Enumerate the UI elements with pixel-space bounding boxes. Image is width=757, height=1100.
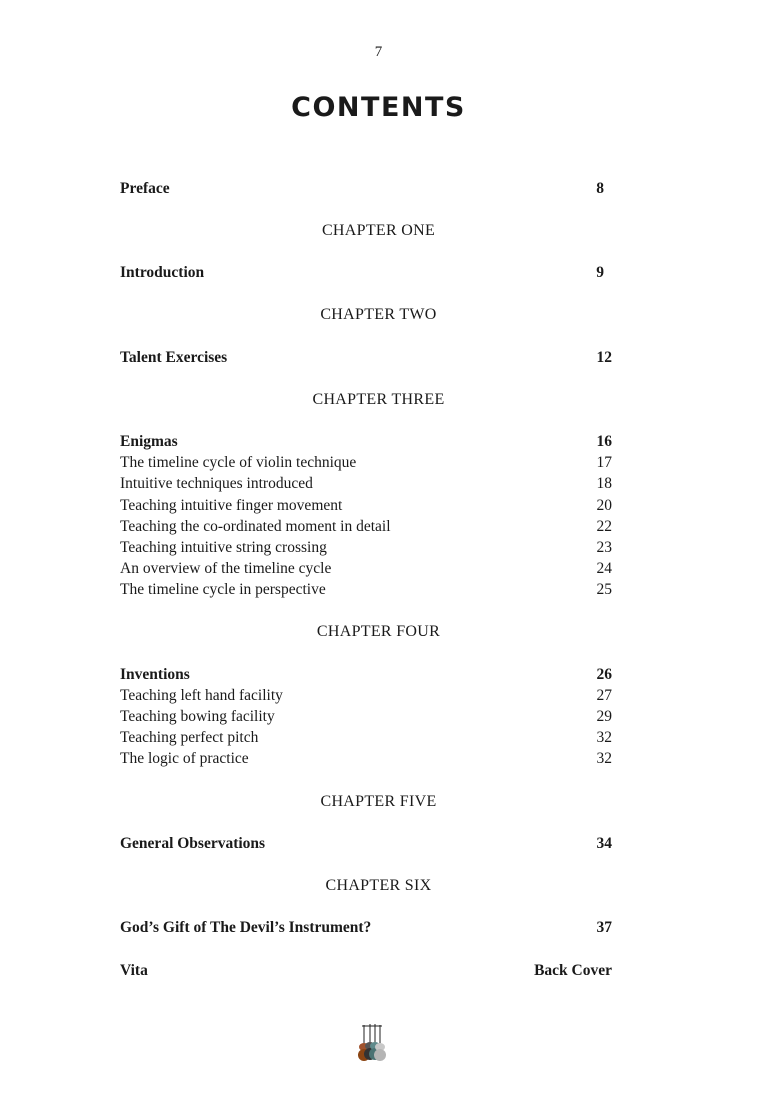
toc-subentry[interactable]	[120, 727, 612, 748]
page-title: CONTENTS	[291, 92, 466, 123]
toc-subentry[interactable]	[120, 452, 612, 473]
toc-entry-label: Vita	[120, 962, 148, 979]
toc-entry-label: Teaching bowing facility	[120, 708, 275, 725]
toc-entry-label: Teaching intuitive finger movement	[120, 497, 343, 514]
toc-entry-page: 32	[596, 729, 612, 746]
toc-entry-page: 17	[596, 454, 612, 471]
toc-entry-page: 9	[596, 264, 604, 281]
toc-entry-page: 22	[596, 518, 612, 535]
toc-entry-label: The logic of practice	[120, 750, 249, 767]
toc-subentry[interactable]	[120, 706, 612, 727]
toc-entry-label: The timeline cycle in perspective	[120, 581, 326, 598]
toc-entry-page: 27	[596, 687, 612, 704]
toc-entry-enigmas[interactable]	[120, 431, 612, 452]
toc-entry-introduction[interactable]	[120, 262, 612, 283]
toc-subentry[interactable]	[120, 685, 612, 706]
toc-entry-page: 16	[596, 433, 612, 450]
toc-subentry[interactable]	[120, 748, 612, 769]
toc-subentry[interactable]	[120, 495, 612, 516]
toc-entry-label: Teaching left hand facility	[120, 687, 283, 704]
toc-entry-label: Intuitive techniques introduced	[120, 475, 313, 492]
toc-entry-page: 24	[596, 560, 612, 577]
toc-entry-talent-exercises[interactable]	[120, 347, 612, 368]
toc-subentry[interactable]	[120, 516, 612, 537]
chapter-heading-two: CHAPTER TWO	[320, 306, 437, 323]
toc-entry-label: Talent Exercises	[120, 349, 228, 366]
toc-entry-label: Teaching intuitive string crossing	[120, 539, 327, 556]
toc-entry-label: Introduction	[120, 264, 205, 281]
toc-entry-page: 26	[596, 666, 612, 683]
toc-entry-gods-gift[interactable]	[120, 917, 612, 938]
toc-entry-label: God’s Gift of The Devil’s Instrument?	[120, 919, 372, 936]
toc-entry-label: An overview of the timeline cycle	[120, 560, 332, 577]
toc-entry-label: Enigmas	[120, 433, 178, 450]
violins-logo-icon	[357, 1023, 387, 1063]
toc-entry-page: 34	[596, 835, 612, 852]
toc-subentry[interactable]	[120, 558, 612, 579]
chapter-heading-three: CHAPTER THREE	[312, 391, 445, 408]
toc-entry-page: 8	[596, 180, 604, 197]
toc-entry-vita[interactable]	[120, 960, 612, 981]
toc-subentry[interactable]	[120, 473, 612, 494]
toc-entry-label: Inventions	[120, 666, 190, 683]
toc-entry-page: 29	[596, 708, 612, 725]
toc-entry-inventions[interactable]	[120, 664, 612, 685]
toc-entry-label: Teaching perfect pitch	[120, 729, 259, 746]
toc-entry-label: The timeline cycle of violin technique	[120, 454, 357, 471]
toc-entry-general-observations[interactable]	[120, 833, 612, 854]
chapter-heading-six: CHAPTER SIX	[325, 877, 432, 894]
toc-entry-label: Teaching the co-ordinated moment in detail	[120, 518, 391, 535]
chapter-heading-five: CHAPTER FIVE	[320, 793, 437, 810]
toc-entry-label: General Observations	[120, 835, 266, 852]
toc-subentry[interactable]	[120, 579, 612, 600]
toc-entry-page: Back Cover	[534, 962, 612, 979]
toc-entry-label: Preface	[120, 180, 170, 197]
toc-entry-preface[interactable]	[120, 178, 612, 199]
toc-entry-page: 23	[596, 539, 612, 556]
toc-entry-page: 37	[596, 919, 612, 936]
toc-entry-page: 25	[596, 581, 612, 598]
page-number: 7	[374, 44, 383, 60]
toc-entry-page: 12	[596, 349, 612, 366]
chapter-heading-four: CHAPTER FOUR	[316, 623, 441, 640]
toc-entry-page: 32	[596, 750, 612, 767]
toc-entry-page: 18	[596, 475, 612, 492]
toc-subentry[interactable]	[120, 537, 612, 558]
chapter-heading-one: CHAPTER ONE	[321, 222, 436, 239]
toc-entry-page: 20	[596, 497, 612, 514]
